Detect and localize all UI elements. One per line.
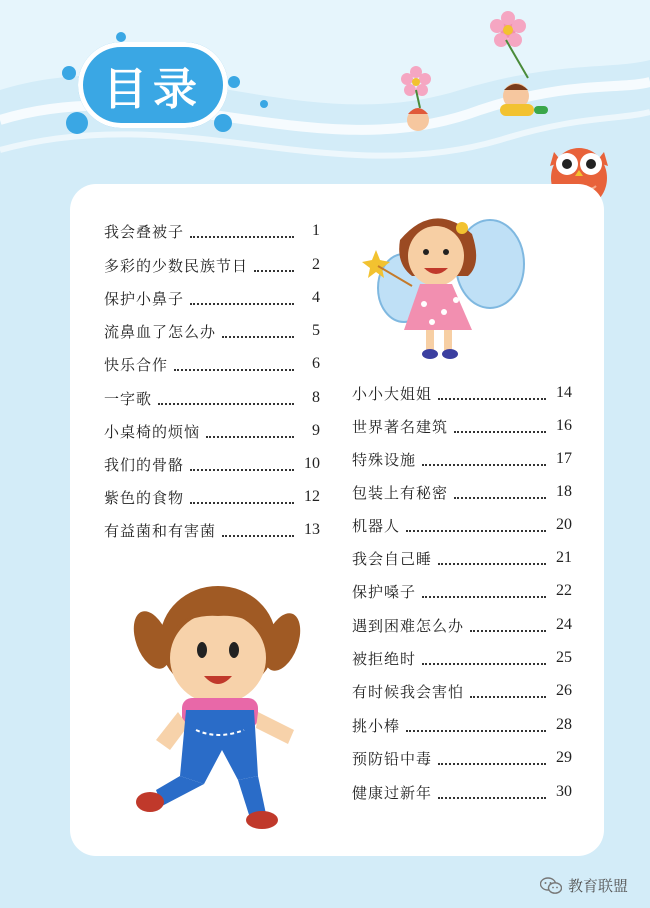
- decor-dot: [228, 76, 240, 88]
- toc-entry-title: 保护小鼻子: [104, 289, 185, 308]
- toc-entry[interactable]: [352, 612, 572, 638]
- toc-entry-title: 一字歌: [104, 389, 153, 408]
- toc-leader-dots: [422, 594, 546, 598]
- decor-dot: [66, 112, 88, 134]
- toc-leader-dots: [438, 761, 546, 765]
- toc-leader-dots: [454, 429, 546, 433]
- toc-entry[interactable]: [104, 385, 320, 411]
- decor-dot: [214, 114, 232, 132]
- toc-entry[interactable]: [352, 545, 572, 571]
- watermark: [540, 875, 628, 896]
- toc-entry-page: 6: [312, 355, 320, 372]
- toc-leader-dots: [190, 301, 294, 305]
- toc-entry-page: 16: [556, 417, 572, 434]
- toc-entry[interactable]: [352, 512, 572, 538]
- fairy-girl-illustration: [360, 204, 530, 364]
- toc-entry[interactable]: [352, 712, 572, 738]
- toc-entry-title: 健康过新年: [352, 783, 433, 802]
- toc-entry-title: 小桌椅的烦恼: [104, 422, 201, 441]
- toc-entry-page: 25: [556, 649, 572, 666]
- toc-entry-title: 小小大姐姐: [352, 384, 433, 403]
- toc-leader-dots: [190, 500, 294, 504]
- toc-entry-page: 20: [556, 516, 572, 533]
- toc-leader-dots: [422, 661, 546, 665]
- toc-entry[interactable]: [104, 252, 320, 278]
- toc-entry[interactable]: [104, 451, 320, 477]
- toc-entry-page: 8: [312, 389, 320, 406]
- toc-leader-dots: [190, 467, 294, 471]
- toc-entry-page: 22: [556, 582, 572, 599]
- toc-entry[interactable]: [352, 413, 572, 439]
- toc-entry[interactable]: [352, 578, 572, 604]
- toc-entry-page: 28: [556, 716, 572, 733]
- toc-entry-title: 流鼻血了怎么办: [104, 322, 217, 341]
- toc-leader-dots: [470, 694, 546, 698]
- toc-leader-dots: [406, 728, 546, 732]
- toc-leader-dots: [438, 396, 546, 400]
- toc-entry-title: 被拒绝时: [352, 649, 417, 668]
- toc-entry[interactable]: [104, 218, 320, 244]
- toc-entry-title: 多彩的少数民族节日: [104, 256, 249, 275]
- toc-entry-title: 快乐合作: [104, 355, 169, 374]
- toc-entry-page: 2: [312, 256, 320, 273]
- toc-entry-title: 预防铅中毒: [352, 749, 433, 768]
- toc-entry-title: 我会叠被子: [104, 222, 185, 241]
- toc-entry-title: 机器人: [352, 516, 401, 535]
- toc-leader-dots: [222, 334, 294, 338]
- toc-entry[interactable]: [104, 517, 320, 543]
- toc-entry[interactable]: [104, 318, 320, 344]
- toc-entry-title: 有益菌和有害菌: [104, 521, 217, 540]
- toc-entry-title: 遇到困难怎么办: [352, 616, 465, 635]
- toc-entry[interactable]: [104, 418, 320, 444]
- toc-entry[interactable]: [352, 745, 572, 771]
- toc-entry-title: 保护嗓子: [352, 582, 417, 601]
- toc-leader-dots: [454, 495, 546, 499]
- decor-dot: [260, 100, 268, 108]
- toc-entry-title: 特殊设施: [352, 450, 417, 469]
- toc-entry-title: 紫色的食物: [104, 488, 185, 507]
- toc-leader-dots: [190, 234, 294, 238]
- toc-leader-dots: [254, 268, 294, 272]
- toc-leader-dots: [206, 434, 294, 438]
- toc-entry[interactable]: [352, 645, 572, 671]
- flying-children-illustration: [388, 8, 548, 138]
- toc-leader-dots: [158, 401, 294, 405]
- toc-entry-page: 14: [556, 384, 572, 401]
- toc-entry[interactable]: [352, 380, 572, 406]
- toc-entry[interactable]: [104, 285, 320, 311]
- page-title: [78, 42, 228, 128]
- toc-leader-dots: [470, 628, 546, 632]
- toc-leader-dots: [174, 367, 294, 371]
- toc-entry-page: 24: [556, 616, 572, 633]
- toc-entry[interactable]: [352, 446, 572, 472]
- toc-entry-title: 包装上有秘密: [352, 483, 449, 502]
- toc-entry[interactable]: [104, 484, 320, 510]
- toc-leader-dots: [422, 462, 546, 466]
- toc-entry-title: 挑小棒: [352, 716, 401, 735]
- toc-entry-page: 30: [556, 783, 572, 800]
- toc-entry-page: 18: [556, 483, 572, 500]
- toc-leader-dots: [438, 795, 546, 799]
- toc-leader-dots: [406, 528, 546, 532]
- toc-entry-title: 有时候我会害怕: [352, 682, 465, 701]
- toc-entry-page: 26: [556, 682, 572, 699]
- toc-entry-page: 1: [312, 222, 320, 239]
- toc-entry-title: 世界著名建筑: [352, 417, 449, 436]
- toc-entry-page: 13: [304, 521, 320, 538]
- toc-entry[interactable]: [104, 351, 320, 377]
- toc-entry-page: 17: [556, 450, 572, 467]
- toc-entry-page: 29: [556, 749, 572, 766]
- watermark-text: 教育联盟: [567, 877, 628, 895]
- toc-entry-page: 12: [304, 488, 320, 505]
- toc-entry[interactable]: [352, 779, 572, 805]
- toc-entry[interactable]: [352, 678, 572, 704]
- toc-entry-title: 我们的骨骼: [104, 455, 185, 474]
- decor-dot: [62, 66, 76, 80]
- toc-leader-dots: [438, 561, 546, 565]
- toc-leader-dots: [222, 533, 294, 537]
- running-girl-illustration: [126, 580, 312, 830]
- page-title-text: 目录: [103, 64, 203, 115]
- toc-entry-page: 21: [556, 549, 572, 566]
- toc-entry[interactable]: [352, 479, 572, 505]
- toc-entry-title: 我会自己睡: [352, 549, 433, 568]
- toc-entry-page: 4: [312, 289, 320, 306]
- decor-dot: [116, 32, 126, 42]
- toc-entry-page: 5: [312, 322, 320, 339]
- toc-entry-page: 10: [304, 455, 320, 472]
- wechat-icon: [540, 877, 562, 895]
- toc-entry-page: 9: [312, 422, 320, 439]
